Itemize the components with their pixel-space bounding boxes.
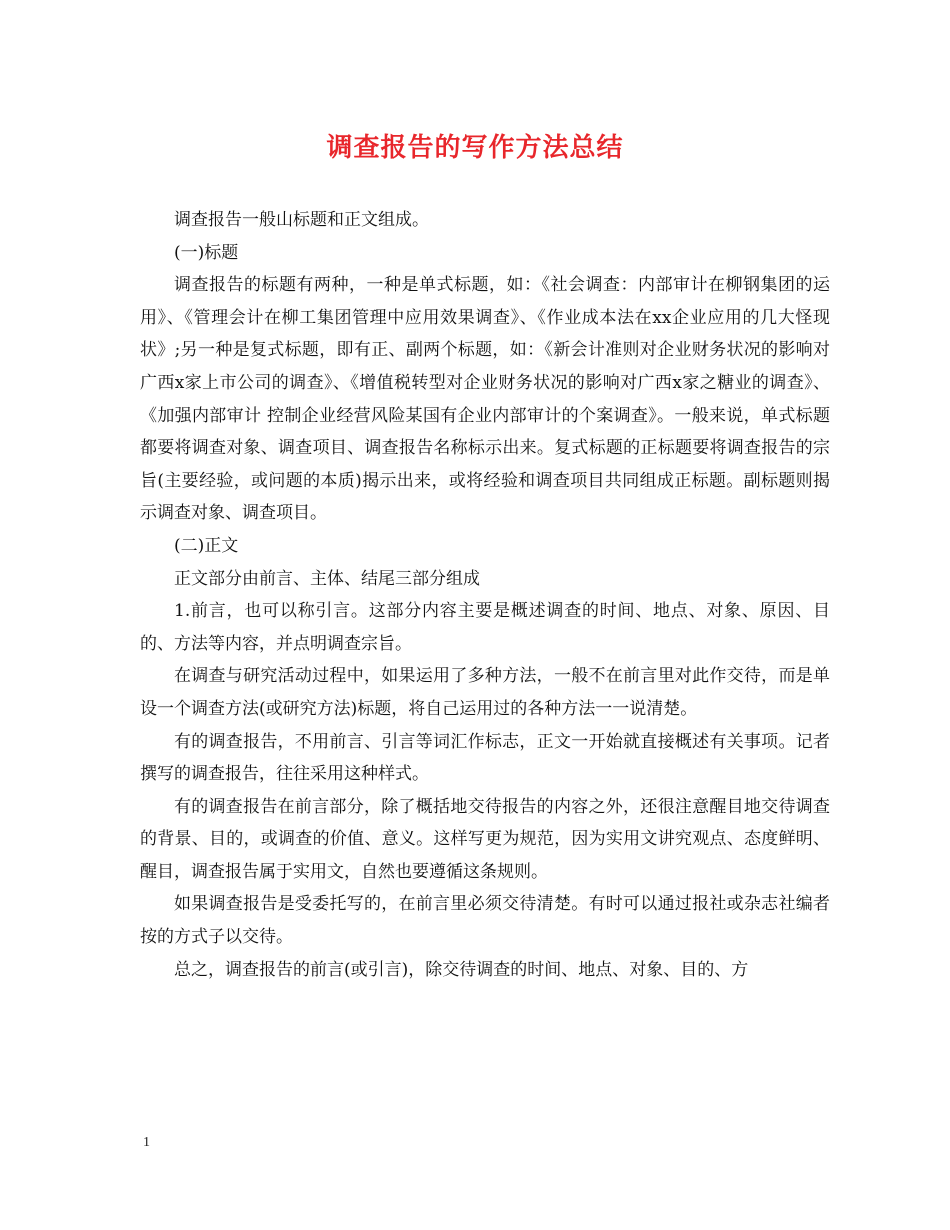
paragraph: 有的调查报告在前言部分，除了概括地交待报告的内容之外，还很注意醒目地交待调查的背景、目的，或调查的价值、意义。这样写更为规范，因为实用文讲究观点、态度鲜明、醒目，调查报告属于实用文，自然也要遵循这条规则。 xyxy=(140,796,830,882)
paragraph: 在调查与研究活动过程中，如果运用了多种方法，一般不在前言里对此作交待，而是单设一个调查方法(或研究方法)标题，将自己运用过的各种方法一一说清楚。 xyxy=(140,666,830,719)
document-body xyxy=(140,204,830,986)
paragraph: 1.前言，也可以称引言。这部分内容主要是概述调查的时间、地点、对象、原因、目的、方法等内容，并点明调查宗旨。 xyxy=(140,601,830,654)
paragraph: 调查报告的标题有两种，一种是单式标题，如：《社会调查：内部审计在柳钢集团的运用》、《管理会计在柳工集团管理中应用效果调查》、《作业成本法在xx企业应用的几大怪现状》;另一种是复式标题，即有正、副两个标题，如：《新会计准则对企业财务状况的影响对广西x家上市公司的调查》、《增值税转型对企业财务状况的影响对广西x家之糖业的调查》、《加强内部审计 控制企业经营风险某国有企业内部审计的个案调查》。一般来说，单式标题都要将调查对象、调查项目、调查报告名称标示出来。复式标题的正标题要将调查报告的宗旨(主要经验，或问题的本质)揭示出来，或将经验和调查项目共同组成正标题。副标题则揭示调查对象、调查项目。 xyxy=(140,275,830,524)
section-heading: (二)正文 xyxy=(174,535,239,556)
paragraph: 如果调查报告是受委托写的，在前言里必须交待清楚。有时可以通过报社或杂志社编者按的方式子以交待。 xyxy=(140,894,830,948)
page-number: 1 xyxy=(143,1135,150,1150)
document-title: 调查报告的写作方法总结 xyxy=(326,133,624,163)
paragraph: 正文部分由前言、主体、结尾三部分组成 xyxy=(174,568,480,589)
section-heading: (一)标题 xyxy=(174,242,239,263)
paragraph: 调查报告一般山标题和正文组成。 xyxy=(174,210,429,230)
paragraph: 有的调查报告，不用前言、引言等词汇作标志，正文一开始就直接概述有关事项。记者撰写的调查报告，往往采用这种样式。 xyxy=(140,731,830,785)
paragraph: 总之，调查报告的前言(或引言)，除交待调查的时间、地点、对象、目的、方 xyxy=(174,959,749,980)
